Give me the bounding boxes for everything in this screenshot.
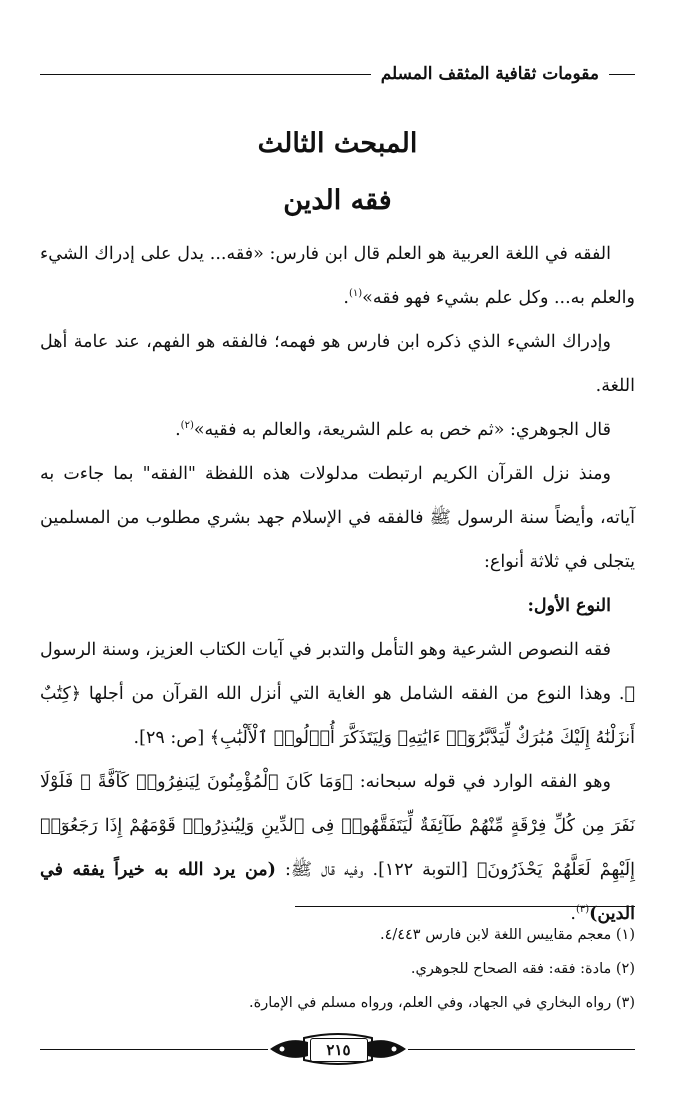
page-footer bbox=[40, 1032, 635, 1066]
body-text bbox=[40, 232, 635, 936]
footnote: (٣) رواه البخاري في الجهاد، وفي العلم، ورواه مسلم في الإمارة. bbox=[249, 995, 635, 1011]
page-number-ornament bbox=[268, 1032, 408, 1066]
footnote: (٢) مادة: فقه: فقه الصحاح للجوهري. bbox=[410, 961, 635, 977]
page-number: ٢١٥ bbox=[310, 1038, 368, 1062]
paragraph-end: . bbox=[570, 904, 576, 924]
paragraph: ومنذ نزل القرآن الكريم ارتبطت مدلولات هذه اللفظة "الفقه" بما جاءت به آياته، وأيضاً سنة الرسول ﷺ فالفقه في الإسلام جهد بشري مطلوب من المسلمين يتجلى في ثلاثة أنواع: bbox=[40, 464, 635, 572]
hadith-quote: (من يرد الله به خيراً يفقه في الدين) bbox=[40, 860, 635, 924]
paragraph bbox=[40, 408, 635, 452]
footnote-ref: (٣) bbox=[575, 904, 590, 916]
paragraph-text: قال الجوهري: «ثم خص به علم الشريعة، والعالم به فقيه» bbox=[193, 420, 611, 440]
section-title: المبحث الثالث bbox=[257, 128, 418, 159]
section-subtitle: فقه الدين bbox=[283, 185, 392, 216]
paragraph bbox=[40, 760, 635, 936]
paragraph: وإدراك الشيء الذي ذكره ابن فارس هو فهمه؛ فالفقه هو الفهم، عند عامة أهل اللغة. bbox=[40, 332, 635, 396]
header-rule bbox=[40, 74, 371, 75]
footnote: (١) معجم مقاييس اللغة لابن فارس ٤/٤٤٣. bbox=[379, 927, 635, 943]
paragraph-end: . bbox=[343, 288, 349, 308]
paragraph: فقه النصوص الشرعية وهو التأمل والتدبر في آيات الكتاب العزيز، وسنة الرسول ﷺ. وهذا النوع من الفقه الشامل هو الغاية التي أنزل الله القرآن من أجلها ﴿كِتَٰبٌ أَنزَلْنَٰهُ إِلَيْكَ مُبَٰرَكٌ لِّيَدَّبَّرُوٓا۟ ءَايَٰتِهِۦ وَلِيَتَذَكَّرَ أُو۟لُوا۟ ٱلْأَلْبَٰبِ﴾ [ص: ٢٩]. bbox=[40, 640, 635, 748]
footer-rule-left bbox=[40, 1049, 268, 1050]
running-header bbox=[40, 58, 635, 90]
footer-rule-right bbox=[408, 1049, 636, 1050]
subheading: النوع الأول: bbox=[527, 596, 611, 616]
running-title: مقومات ثقافية المثقف المسلم bbox=[380, 64, 599, 84]
paragraph-text: الفقه في اللغة العربية هو العلم قال ابن فارس: «فقه... يدل على إدراك الشيء والعلم به... وكل علم بشيء فهو فقه» bbox=[40, 244, 635, 308]
footnote-ref: (١) bbox=[348, 288, 363, 300]
paragraph bbox=[40, 232, 635, 320]
paragraph-end: . bbox=[175, 420, 181, 440]
header-dash bbox=[609, 74, 635, 75]
paragraph-text: وهو الفقه الوارد في قوله سبحانه: ﴿وَمَا كَانَ ٱلْمُؤْمِنُونَ لِيَنفِرُوا۟ كَآفَّةً ۚ فَلَوْلَا نَفَرَ مِن كُلِّ فِرْقَةٍ مِّنْهُمْ طَآئِفَةٌ لِّيَتَفَقَّهُوا۟ فِى ٱلدِّينِ وَلِيُنذِرُوا۟ قَوْمَهُمْ إِذَا رَجَعُوٓا۟ إِلَيْهِمْ لَعَلَّهُمْ يَحْذَرُونَ﴾ [التوبة ١٢٢]. وفيه قال ﷺ: bbox=[40, 772, 635, 880]
footnote-rule bbox=[295, 906, 635, 907]
footnotes bbox=[40, 918, 635, 1020]
footnote-ref: (٢) bbox=[180, 420, 194, 432]
